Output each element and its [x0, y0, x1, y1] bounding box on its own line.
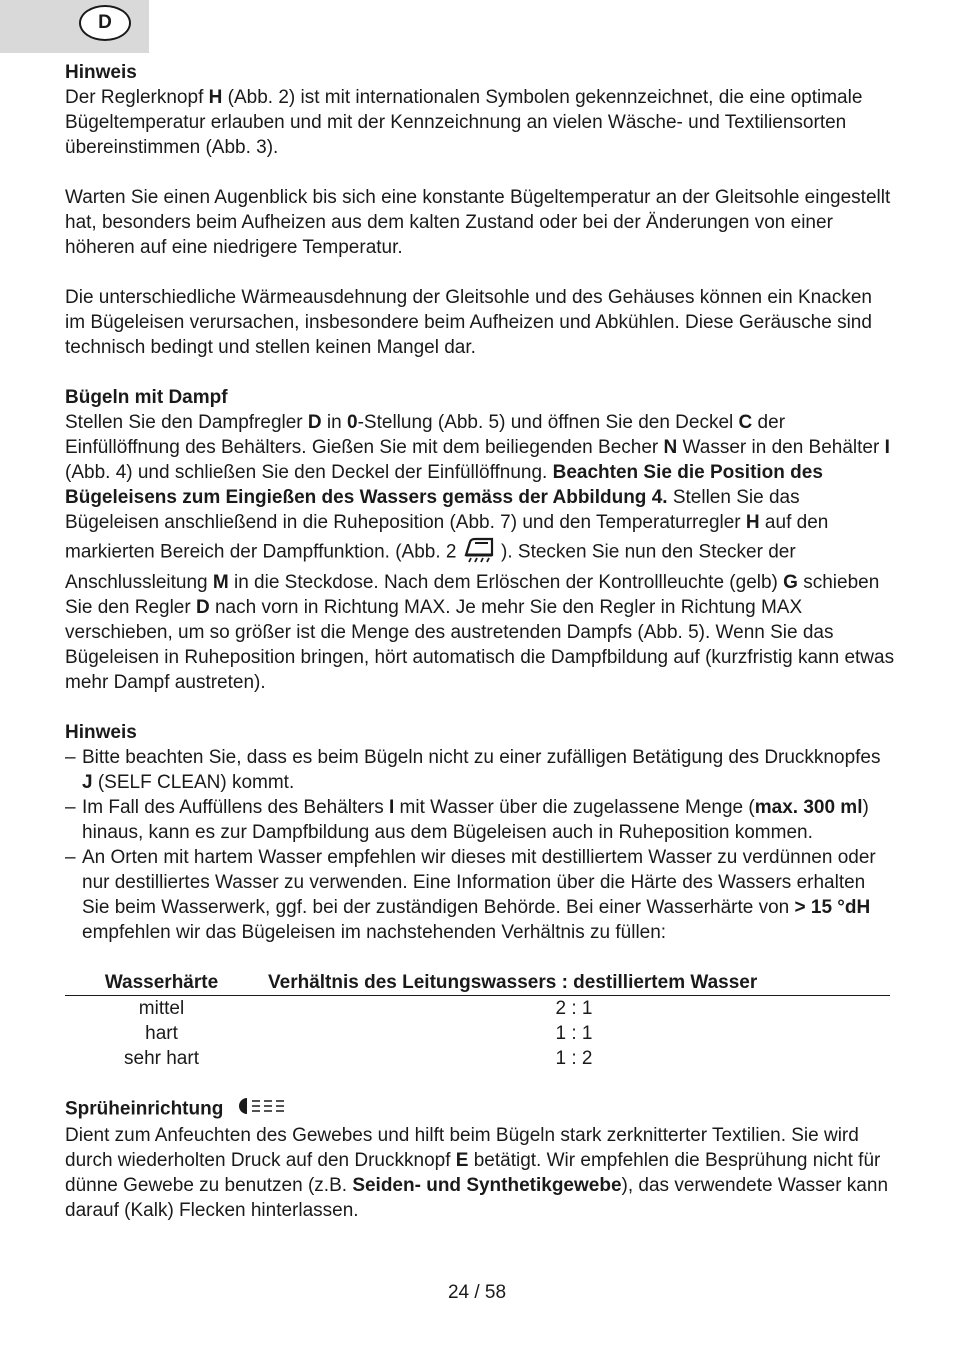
dampf-paragraph: Stellen Sie den Dampfregler D in 0-Stellung (Abb. 5) und öffnen Sie den Deckel C der Einfüllöffnung des Behälters. Gießen Sie mit dem beiliegenden Becher N Wasser in den Behälter I (Abb. 4) und schließen Sie den Deckel der Einfüllöffnung. Beachten Sie die Position des Bügeleisens zum Eingießen des Wassers gemäss der Abbildung 4. Stellen Sie das Bügeleisen anschließend in die Ruheposition (Abb. 7) und den Temperaturregler H auf den markierten Bereich der Dampffunktion. (Abb. 2 ). Stecken Sie nun den Stecker der Anschlussleitung M in die Steckdose. Nach dem Erlöschen der Kontrollleuchte (gelb) G schieben Sie den Regler D nach vorn in Richtung MAX. Je mehr Sie den Regler in Richtung MAX verschieben, um so größer ist die Menge des austretenden Dampfs (Abb. 5). Wenn Sie das Bügeleisen in Ruheposition bringen, hört automatisch die Dampfbildung auf (kurzfristig kann etwas mehr Dampf austreten). — [65, 412, 895, 693]
hinweis-list — [65, 745, 895, 945]
page-number: 24 / 58 — [447, 1282, 507, 1303]
language-badge: D — [79, 5, 131, 41]
hinweis-paragraph-1: Der Reglerknopf H (Abb. 2) ist mit internationalen Symbolen gekennzeichnet, die eine optimale Bügeltemperatur erlauben und mit der Kennzeichnung an vielen Wäsche- und Textiliensorten übereinstimmen (Abb. 3). — [65, 87, 863, 158]
spray-icon — [239, 1096, 291, 1123]
dampf-heading: Bügeln mit Dampf — [65, 387, 228, 408]
hinweis-2-heading: Hinweis — [65, 722, 137, 743]
list-item: – Bitte beachten Sie, dass es beim Bügeln nicht zu einer zufälligen Betätigung des Druckknopfes J (SELF CLEAN) kommt. — [65, 745, 895, 795]
page-content — [65, 60, 895, 1223]
hinweis-paragraph-2: Warten Sie einen Augenblick bis sich eine konstante Bügeltemperatur an der Gleitsohle eingestellt hat, besonders beim Aufheizen aus dem kalten Zustand oder bei der Änderungen von einer höheren auf eine niedrigere Temperatur. — [65, 187, 891, 258]
table-cell-ratio: 1 : 2 — [555, 1048, 593, 1069]
spruehen-paragraph: Dient zum Anfeuchten des Gewebes und hilft beim Bügeln stark zerknitterter Textilien. Sie wird durch wiederholten Druck auf den Druckknopf E betätigt. Wir empfehlen die Besprühung nicht für dünne Gewebe zu benutzen (z.B. Seiden- und Synthetikgewebe), das verwendete Wasser kann darauf (Kalk) Flecken hinterlassen. — [65, 1125, 889, 1221]
table-row — [65, 1021, 890, 1046]
language-tab — [0, 0, 149, 53]
hinweis-paragraph-3: Die unterschiedliche Wärmeausdehnung der Gleitsohle und des Gehäuses können ein Knacken im Bügeleisen verursachen, insbesondere beim Aufheizen und Abkühlen. Diese Geräusche sind technisch bedingt und stellen keinen Mangel dar. — [65, 287, 872, 358]
list-item: – An Orten mit hartem Wasser empfehlen wir dieses mit destilliertem Wasser zu verdünnen oder nur destilliertes Wasser zu verwenden. Eine Information über die Härte des Wassers erhalten Sie beim Wasserwerk, ggf. bei der zuständigen Behörde. Bei einer Wasserhärte von > 15 °dH empfehlen wir das Bügeleisen im nachstehenden Verhältnis zu füllen: — [65, 845, 895, 945]
table-cell-ratio: 2 : 1 — [555, 998, 593, 1019]
table-cell-haerte: mittel — [138, 998, 185, 1019]
spruehen-heading: Sprüheinrichtung — [65, 1098, 224, 1120]
table-cell-ratio: 1 : 1 — [555, 1023, 593, 1044]
column-header-verhaeltnis: Verhältnis des Leitungswassers : destilliertem Wasser — [258, 970, 890, 996]
table-row — [65, 996, 890, 1022]
hinweis-heading: Hinweis — [65, 62, 137, 83]
list-item: – Im Fall des Auffüllens des Behälters I mit Wasser über die zugelassene Menge (max. 300 ml) hinaus, kann es zur Dampfbildung aus dem Bügeleisen auch in Ruheposition kommen. — [65, 795, 895, 845]
table-cell-haerte: hart — [145, 1023, 178, 1044]
steam-iron-icon — [462, 535, 496, 570]
spruehen-heading-line — [65, 1096, 895, 1123]
column-header-wasserhaerte: Wasserhärte — [65, 970, 258, 996]
table-header-row — [65, 970, 890, 996]
table-cell-haerte: sehr hart — [124, 1048, 199, 1069]
water-hardness-table — [65, 970, 890, 1071]
table-row — [65, 1046, 890, 1071]
